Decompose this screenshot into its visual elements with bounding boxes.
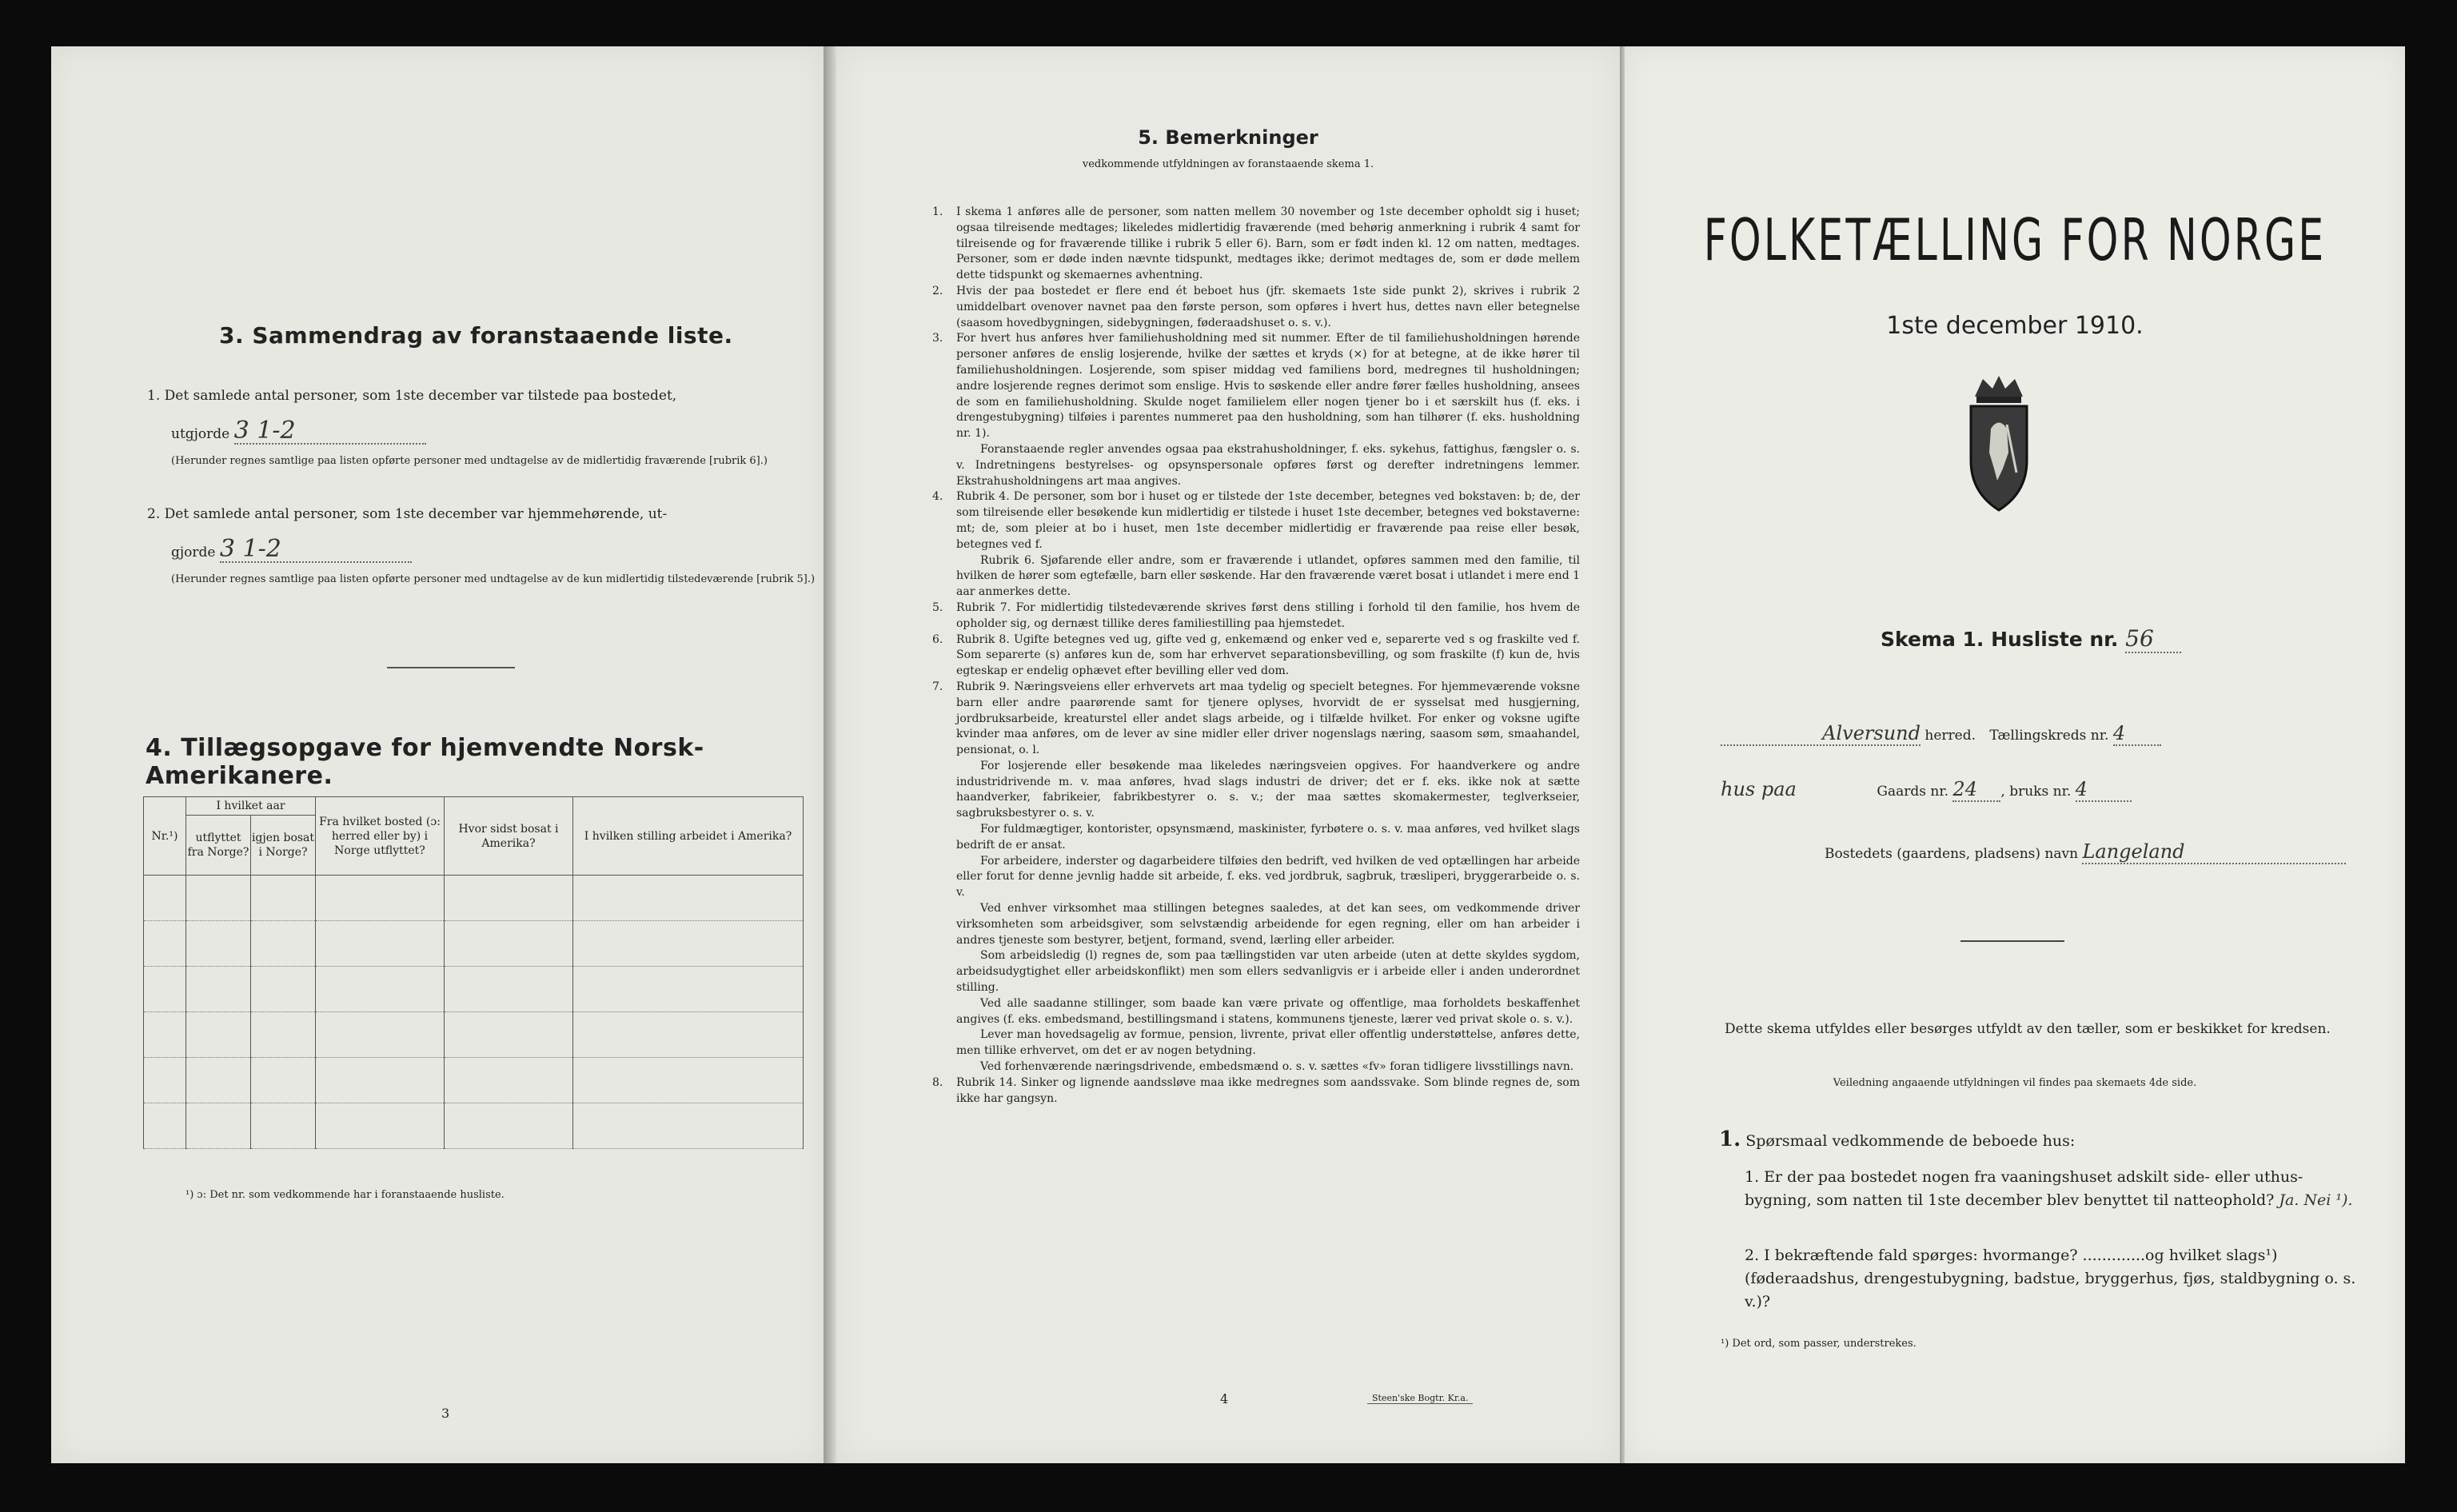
remark-number: 2. bbox=[932, 284, 943, 297]
norsk-amerikanere-table bbox=[143, 796, 804, 1149]
remark-item bbox=[932, 553, 1580, 600]
remark-text: For arbeidere, inderster og dagarbeidere tilføies den bedrift, ved hvilken de ved optællingen har arbeide eller forut for denne jevnlig hadde sit arbeide, f. eks. ved jordbruk, sagbruk, træsliperi, bryggerarbeide o. s. v. bbox=[956, 854, 1580, 900]
remark-item bbox=[932, 1059, 1580, 1075]
instruction: Dette skema utfyldes eller besørges utfyldt av den tæller, som er beskikket for kredsen. bbox=[1725, 1021, 2331, 1037]
table-row bbox=[144, 921, 804, 967]
herred-line bbox=[1721, 723, 2376, 747]
remark-text: Rubrik 7. For midlertidig tilstedeværende skrives først dens stilling i forhold til den familie, hos hvem de opholder sig, og dernæst tillike deres familiestilling paa hjemstedet. bbox=[956, 600, 1580, 630]
gaards-line bbox=[1721, 779, 2376, 803]
instruction-note: Veiledning angaaende utfyldningen vil findes paa skemaets 4de side. bbox=[1833, 1077, 2197, 1089]
remark-item bbox=[932, 759, 1580, 822]
question-1-answer: Ja. Nei ¹). bbox=[2279, 1191, 2353, 1209]
page-number: 4 bbox=[1220, 1391, 1229, 1406]
table-row bbox=[144, 967, 804, 1012]
remarks-list bbox=[932, 205, 1580, 1107]
bruks-value: 4 bbox=[2076, 779, 2132, 802]
footnote: ¹) Det ord, som passer, understrekes. bbox=[1721, 1338, 1917, 1350]
remark-item bbox=[932, 854, 1580, 901]
remark-text: Som arbeidsledig (l) regnes de, som paa tællingstiden var uten arbeide (uten at dette skyldes sygdom, arbeidsudygtighet eller arbeidskonflikt) men som ellers sedvanligvis er i arbeide eller i anden underordnet stilling. bbox=[956, 949, 1580, 995]
table-row bbox=[144, 1058, 804, 1103]
col-group-year: I hvilket aar bbox=[186, 797, 316, 816]
remark-text: Rubrik 14. Sinker og lignende aandssløve maa ikke medregnes som aandssvake. Som blinde regnes de, som ikke har gangsyn. bbox=[956, 1075, 1580, 1105]
remark-number bbox=[932, 854, 956, 901]
remark-text: For fuldmægtiger, kontorister, opsynsmænd, maskinister, fyrbøtere o. s. v. maa anføres, ved hvilket slags bedrift de er ansat. bbox=[956, 823, 1580, 852]
census-date: 1ste december 1910. bbox=[1886, 312, 2144, 340]
remark-number: 8. bbox=[932, 1075, 943, 1089]
remark-number bbox=[932, 442, 956, 489]
remark-text: Ved enhver virksomhet maa stillingen betegnes saaledes, at det kan sees, om vedkommende driver virksomheten som arbeidsgiver, som selvstændig arbeidende for egen regning, eller om han arbeider i andres tjeneste som bestyrer, betjent, formand, svend, lærling eller arbeider. bbox=[956, 902, 1580, 947]
remark-text: Rubrik 6. Sjøfarende eller andre, som er fraværende i utlandet, opføres sammen med den familie, til hvilken de hører som egtefælle, barn eller søskende. Har den fraværende været bosat i utlandet i mere end 1 aar anmerkes dette. bbox=[956, 553, 1581, 599]
table-row bbox=[144, 1012, 804, 1058]
q1-block bbox=[1745, 1166, 2360, 1212]
herred-label: herred. bbox=[1925, 728, 1976, 744]
remark-item bbox=[932, 442, 1580, 489]
section3-title: 3. Sammendrag av foranstaaende liste. bbox=[219, 322, 733, 349]
remark-item bbox=[932, 600, 1580, 632]
question-title: Spørsmaal vedkommende de beboede hus: bbox=[1745, 1132, 2076, 1150]
item1-line bbox=[171, 419, 426, 445]
remark-item bbox=[932, 1075, 1580, 1107]
ornament-divider bbox=[1960, 940, 2064, 942]
remark-text: Ved alle saadanne stillinger, som baade kan være private og offentlige, maa forholdets beskaffenhet angives (f. eks. embedsmand, bestillingsmand i statens, kommunens tjeneste, lærer ved privat skole o. s. v.). bbox=[956, 996, 1580, 1026]
kreds-value: 4 bbox=[2113, 723, 2161, 746]
bosted-value: Langeland bbox=[2082, 841, 2346, 864]
divider bbox=[387, 667, 515, 668]
remark-number bbox=[932, 759, 956, 822]
bosted-line bbox=[1825, 841, 2384, 865]
schema-label: Skema 1. Husliste nr. bbox=[1881, 628, 2119, 651]
remark-number: 5. bbox=[932, 600, 943, 614]
question-2: 2. I bekræftende fald spørges: hvormange? .............og hvilket slags¹) (føderaadshus, drengestubygning, badstue, bryggerhus, fjøs, staldbygning o. s. v.)? bbox=[1745, 1247, 2356, 1311]
remark-number bbox=[932, 553, 956, 600]
col-nr: Nr.¹) bbox=[144, 797, 186, 876]
remark-number: 6. bbox=[932, 632, 943, 646]
remark-item bbox=[932, 822, 1580, 854]
remark-item bbox=[932, 996, 1580, 1028]
question-1: 1. Er der paa bostedet nogen fra vaaningshuset adskilt side- eller uthus-bygning, som natten til 1ste december blev benyttet til natteophold? bbox=[1745, 1168, 2303, 1209]
remark-number: 1. bbox=[932, 205, 943, 218]
printer-mark: Steen'ske Bogtr. Kr.a. bbox=[1367, 1393, 1473, 1404]
schema-line bbox=[1881, 625, 2181, 653]
item1-text: 1. Det samlede antal personer, som 1ste december var tilstede paa bostedet, bbox=[147, 388, 677, 404]
remarks-subtitle: vedkommende utfyldningen av foranstaaende skema 1. bbox=[1082, 158, 1374, 170]
item2-note: (Herunder regnes samtlige paa listen opførte personer med undtagelse av de kun midlertidig tilstedeværende [rubrik 5].) bbox=[171, 573, 816, 585]
remark-text: Rubrik 9. Næringsveiens eller erhvervets art maa tydelig og specielt betegnes. For hjemmeværende voksne barn eller andre paarørende samt for tjenere oplyses, hvorvidt de er sysselsat med husgjerning, jordbruksarbeide, kreaturstel eller andet slags arbeide, og i tilfælde hvilket. For enker og voksne ugifte kvinder maa anføres, om de lever av sine midler eller driver nogenslags næring, saasom søm, smaahandel, pensionat, o. l. bbox=[956, 680, 1580, 757]
main-title: FOLKETÆLLING FOR NORGE bbox=[1703, 206, 2327, 273]
remark-number bbox=[932, 901, 956, 948]
remark-item bbox=[932, 680, 1580, 759]
remark-text: For hvert hus anføres hver familiehusholdning med sit nummer. Efter de til familiehusholdningen hørende personer anføres de enslig losjerende, hvilke der sættes et kryds (×) for at betegne, at de ikke hører til familiehusholdningen. Losjerende, som spiser middag ved familiens bord, medregnes til husholdningen; andre losjerende regnes derimot som enslige. Hvis to søskende eller andre fører fælles husholdning, ansees de som en familiehusholdning. Skulde noget familielem eller nogen tjener bo i et særskilt hus (f. eks. i drengestubygning) tilføies i parentes nummeret paa den husholdning, som han tilhører (f. eks. husholdning nr. 1). bbox=[956, 332, 1580, 441]
remark-item bbox=[932, 948, 1580, 995]
remark-number bbox=[932, 822, 956, 854]
bosted-label: Bostedets (gaardens, pladsens) navn bbox=[1825, 846, 2079, 862]
remark-number bbox=[932, 948, 956, 995]
bruks-label: , bruks nr. bbox=[2000, 784, 2072, 800]
remarks-title: 5. Bemerkninger bbox=[1138, 126, 1318, 149]
kreds-label: Tællingskreds nr. bbox=[1989, 728, 2109, 744]
item2-value: 3 1-2 bbox=[220, 537, 412, 563]
question-heading bbox=[1719, 1129, 2075, 1152]
remark-text: Lever man hovedsagelig av formue, pension, livrente, privat eller offentlig understøttelse, anføres dette, men tillike erhvervet, om det er av nogen betydning. bbox=[956, 1028, 1580, 1058]
gaards-value: 24 bbox=[1952, 779, 2000, 802]
col-stilling: I hvilken stilling arbeidet i Amerika? bbox=[573, 797, 804, 876]
col-hvor: Hvor sidst bosat i Amerika? bbox=[445, 797, 573, 876]
question-number: 1. bbox=[1719, 1127, 1741, 1151]
item2-line bbox=[171, 537, 412, 564]
right-page bbox=[1625, 46, 2405, 1463]
page-number: 3 bbox=[441, 1406, 450, 1421]
remark-item bbox=[932, 632, 1580, 680]
remark-text: Foranstaaende regler anvendes ogsaa paa ekstrahusholdninger, f. eks. sykehus, fattighus, fængsler o. s. v. Indretningens bestyrelses- og opsynspersonale opføres først og derefter indretningens lemmer. Ekstrahusholdningens art maa angives. bbox=[956, 442, 1580, 488]
gaards-label: Gaards nr. bbox=[1877, 784, 1949, 800]
hus-paa: hus paa bbox=[1721, 778, 1797, 800]
col-utflyttet: utflyttet fra Norge? bbox=[186, 816, 251, 876]
remark-text: For losjerende eller besøkende maa likeledes næringsveien opgives. For haandverkere og andre industridrivende m. v. maa anføres, hvad slags industri de driver; det er f. eks. ikke nok at sætte haandverker, fabrikeier, fabrikbestyrer o. s. v.; der maa sættes skomakermester, teglverkseier, sagbruksbestyrer o. s. v. bbox=[956, 759, 1580, 820]
table-row bbox=[144, 876, 804, 921]
remark-text: Ved forhenværende næringsdrivende, embedsmænd o. s. v. sættes «fv» foran tidligere livsstillings navn. bbox=[980, 1060, 1574, 1074]
remark-text: I skema 1 anføres alle de personer, som natten mellem 30 november og 1ste december opholdt sig i huset; ogsaa tilreisende medtages; likeledes midlertidig fraværende (med behørig anmerkning i rubrik 4 samt for tilreisende og for fraværende tillike i rubrik 5 eller 6). Barn, som er født inden kl. 12 om natten, medtages. Personer, som er døde inden nævnte tidspunkt, medtages ikke; derimot medtages de, som er døde mellem dette tidspunkt og skemaernes avhentning. bbox=[956, 205, 1580, 282]
remark-number bbox=[932, 1027, 956, 1059]
remark-number bbox=[932, 1059, 956, 1075]
left-page bbox=[51, 46, 824, 1463]
remark-number: 3. bbox=[932, 332, 943, 345]
section4-title: 4. Tillægsopgave for hjemvendte Norsk-Amerikanere. bbox=[146, 734, 704, 790]
remark-text: Rubrik 8. Ugifte betegnes ved ug, gifte ved g, enkemænd og enker ved e, separerte ved s og fraskilte ved f. Som separerte (s) anføres kun de, som har erhvervet separationsbevilling, og som fraskilte (f) kun de, hvis egteskap er endelig ophævet efter bevilling eller ved dom. bbox=[956, 632, 1580, 678]
title-wrap bbox=[1545, 206, 2457, 273]
remark-item bbox=[932, 489, 1580, 553]
middle-page bbox=[836, 46, 1620, 1463]
remark-number bbox=[932, 996, 956, 1028]
col-igjen: igjen bosat i Norge? bbox=[251, 816, 316, 876]
coat-of-arms-icon bbox=[1959, 373, 2039, 520]
remark-number: 4. bbox=[932, 490, 943, 504]
remark-item bbox=[932, 1027, 1580, 1059]
page-fold bbox=[824, 46, 836, 1463]
remark-item bbox=[932, 901, 1580, 948]
remark-item bbox=[932, 284, 1580, 331]
remark-text: Hvis der paa bostedet er flere end ét beboet hus (jfr. skemaets 1ste side punkt 2), skrives i rubrik 2 umiddelbart ovenover navnet paa den første person, som opføres i hvert hus, dettes navn eller betegnelse (saasom hovedbygningen, sidebygningen, føderaadshuset o. s. v.). bbox=[956, 284, 1580, 329]
remark-item bbox=[932, 331, 1580, 442]
herred-value: Alversund bbox=[1721, 723, 1921, 746]
table-row bbox=[144, 1103, 804, 1149]
remark-text: Rubrik 4. De personer, som bor i huset og er tilstede der 1ste december, betegnes ved bokstaven: b; de, der som tilreisende eller besøkende kun midlertidig er tilstede i huset 1ste december, betegnes ved bokstaverne: mt; de, som pleier at bo i huset, men 1ste december midlertidig er fraværende paa reise eller besøk, betegnes ved f. bbox=[956, 490, 1580, 551]
remark-item bbox=[932, 205, 1580, 284]
husliste-nr: 56 bbox=[2125, 625, 2181, 653]
col-fra: Fra hvilket bosted (ɔ: herred eller by) i Norge utflyttet? bbox=[316, 797, 445, 876]
item2-text: 2. Det samlede antal personer, som 1ste december var hjemmehørende, ut- bbox=[147, 506, 668, 522]
item1-label: utgjorde bbox=[171, 426, 230, 442]
item2-label: gjorde bbox=[171, 545, 216, 561]
remark-number: 7. bbox=[932, 680, 943, 693]
footnote: ¹) ɔ: Det nr. som vedkommende har i foranstaaende husliste. bbox=[185, 1189, 505, 1201]
item1-value: 3 1-2 bbox=[234, 419, 426, 445]
item1-note: (Herunder regnes samtlige paa listen opførte personer med undtagelse av de midlertidig fraværende [rubrik 6].) bbox=[171, 455, 768, 467]
